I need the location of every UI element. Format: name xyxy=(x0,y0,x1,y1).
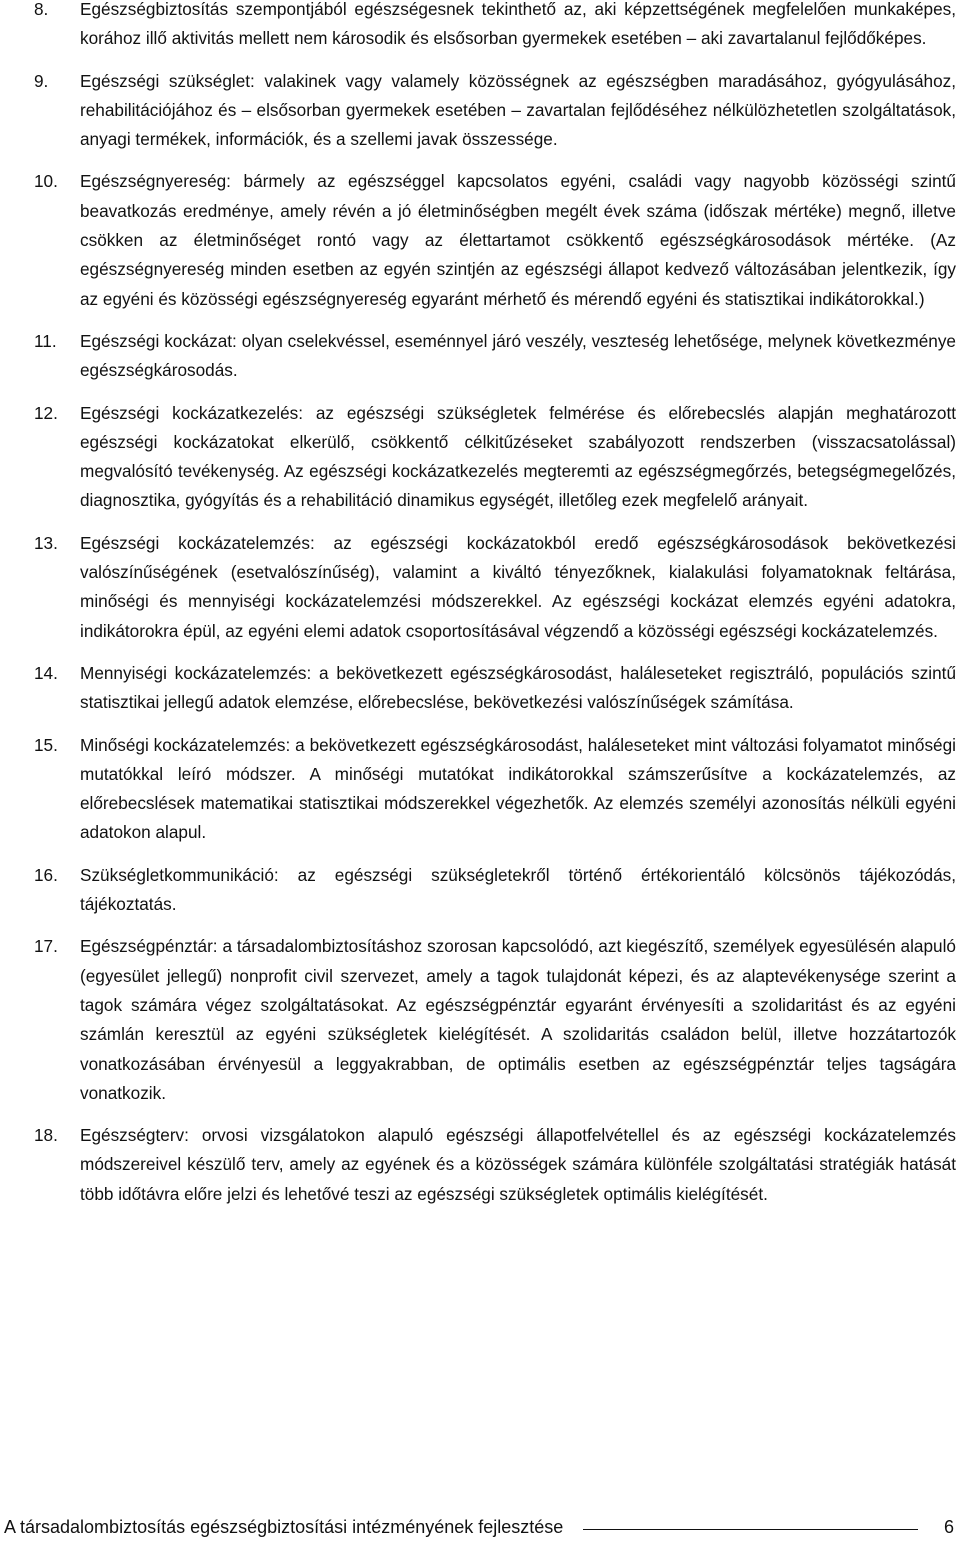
list-item xyxy=(34,932,956,1108)
list-item xyxy=(34,399,956,516)
list-item xyxy=(34,327,956,386)
item-number: 9. xyxy=(34,70,49,91)
list-item xyxy=(34,1121,956,1209)
list-item xyxy=(34,659,956,718)
item-number: 13. xyxy=(34,532,58,553)
page-number: 6 xyxy=(943,1516,954,1537)
item-text: Egészségbiztosítás szempontjából egészségesnek tekinthető az, aki képzettségének megfelelően munkaképes, korához illő aktivitás mellett nem károsodik és elsősorban gyermekek esetében – aki zavartalanul fejlődőképes. xyxy=(80,0,956,49)
item-text: Mennyiségi kockázatelemzés: a bekövetkezett egészségkárosodást, haláleseteket regisztráló, populációs szintű statisztikai jellegű adatok elemzése, előrebecslése, bekövetkezési valószínűségek számítása. xyxy=(80,662,956,713)
list-item xyxy=(34,167,956,313)
definition-list xyxy=(34,0,956,1222)
footer-title: A társadalombiztosítás egészségbiztosítási intézményének fejlesztése xyxy=(4,1516,564,1537)
item-number: 18. xyxy=(34,1125,58,1146)
item-number: 17. xyxy=(34,936,58,957)
footer-divider xyxy=(583,1529,918,1530)
item-text: Szükségletkommunikáció: az egészségi szükségletekről történő értékorientáló kölcsönös tájékozódás, tájékoztatás. xyxy=(80,864,956,915)
item-text: Egészségterv: orvosi vizsgálatokon alapuló egészségi állapotfelvétellel és az egészségi kockázatelemzés módszereivel készülő terv, amely az egyének és a közösségek számára különféle szolgáltatási stratégiák hatását több időtávra előre jelzi és lehetővé teszi az egészségi szükségletek optimális kielégítését. xyxy=(80,1125,956,1204)
item-number: 16. xyxy=(34,864,58,885)
item-text: Egészségi kockázatkezelés: az egészségi szükségletek felmérése és előrebecslés alapján meghatározott egészségi kockázatokat elkerülő, csökkentő célkitűzéseket szabályozott rendszerben (visszacsatolással) megvalósító tevékenység. Az egészségi kockázatkezelés megteremti az egészségmegőrzés, betegségmegelőzés, diagnosztika, gyógyítás és a rehabilitáció dinamikus egységét, illetőleg ezek megfelelő arányait. xyxy=(80,402,956,511)
item-text: Minőségi kockázatelemzés: a bekövetkezett egészségkárosodást, haláleseteket mint változási folyamatot minőségi mutatókkal leíró módszer. A minőségi mutatókat indikátorokkal számszerűsítve a kockázatelemzés, az előrebecslések matematikai statisztikai módszerekkel végezhetők. Az elemzés személyi azonosítás nélküli egyéni adatokon alapul. xyxy=(80,734,956,843)
item-text: Egészségpénztár: a társadalombiztosításhoz szorosan kapcsolódó, azt kiegészítő, személyek egyesülésén alapuló (egyesület jellegű) nonprofit civil szervezet, amely a tagok tulajdonát képezi, és az alaptevékenysége szerint a tagok számára végez szolgáltatásokat. Az egészségpénztár egyaránt érvényesíti a szolidaritást és az egyéni számlán keresztül az egyéni szükségletek kielégítését. A szolidaritás családon belül, illetve hozzátartozók vonatkozásában érvényesül a leggyakrabban, de optimális esetben az egészségpénztár teljes tagságára vonatkozik. xyxy=(80,936,956,1103)
item-text: Egészségi kockázat: olyan cselekvéssel, eseménnyel járó veszély, veszteség lehetősége, melynek következménye egészségkárosodás. xyxy=(80,330,956,381)
list-item xyxy=(34,529,956,646)
item-number: 15. xyxy=(34,734,58,755)
list-item xyxy=(34,0,956,54)
page-footer xyxy=(4,1512,954,1542)
item-text: Egészségi szükséglet: valakinek vagy valamely közösségnek az egészségben maradásához, gyógyulásához, rehabilitációjához és – elsősorban gyermekek esetében – zavartalan fejlődéséhez nélkülözhetetlen szolgáltatások, anyagi termékek, információk, és a szellemi javak összessége. xyxy=(80,70,956,150)
item-number: 8. xyxy=(34,0,49,19)
list-item xyxy=(34,67,956,155)
item-text: Egészségnyereség: bármely az egészséggel kapcsolatos egyéni, családi vagy nagyobb közösségi szintű beavatkozás eredménye, amely révén a jó életminőségben megélt évek száma (időszak mértéke) megnő, illetve csökken az életminőséget rontó vagy az élettartamot csökkentő egészségkárosodások mértéke. (Az egészségnyereség minden esetben az egyén szintjén az egészségi állapot kedvező változásában jelentkezik, így az egyéni és közösségi egészségnyereség egyaránt mérhető és mérendő egyéni és statisztikai indikátorokkal.) xyxy=(80,171,956,309)
item-text: Egészségi kockázatelemzés: az egészségi kockázatokból eredő egészségkárosodások bekövetkezési valószínűségének (esetvalószínűség), valamint a kiváltó tényezőknek, kialakulási folyamatoknak feltárása, minőségi és mennyiségi kockázatelemzési módszerekkel. Az egészségi kockázat elemzés egyéni adatokra, indikátorokra épül, az egyéni elemi adatok csoportosításával végzendő a közösségi egészségi kockázatelemzés. xyxy=(80,532,956,641)
item-number: 10. xyxy=(34,171,58,192)
list-item xyxy=(34,731,956,848)
item-number: 14. xyxy=(34,662,58,683)
item-number: 11. xyxy=(34,330,57,351)
list-item xyxy=(34,861,956,920)
item-number: 12. xyxy=(34,402,58,423)
